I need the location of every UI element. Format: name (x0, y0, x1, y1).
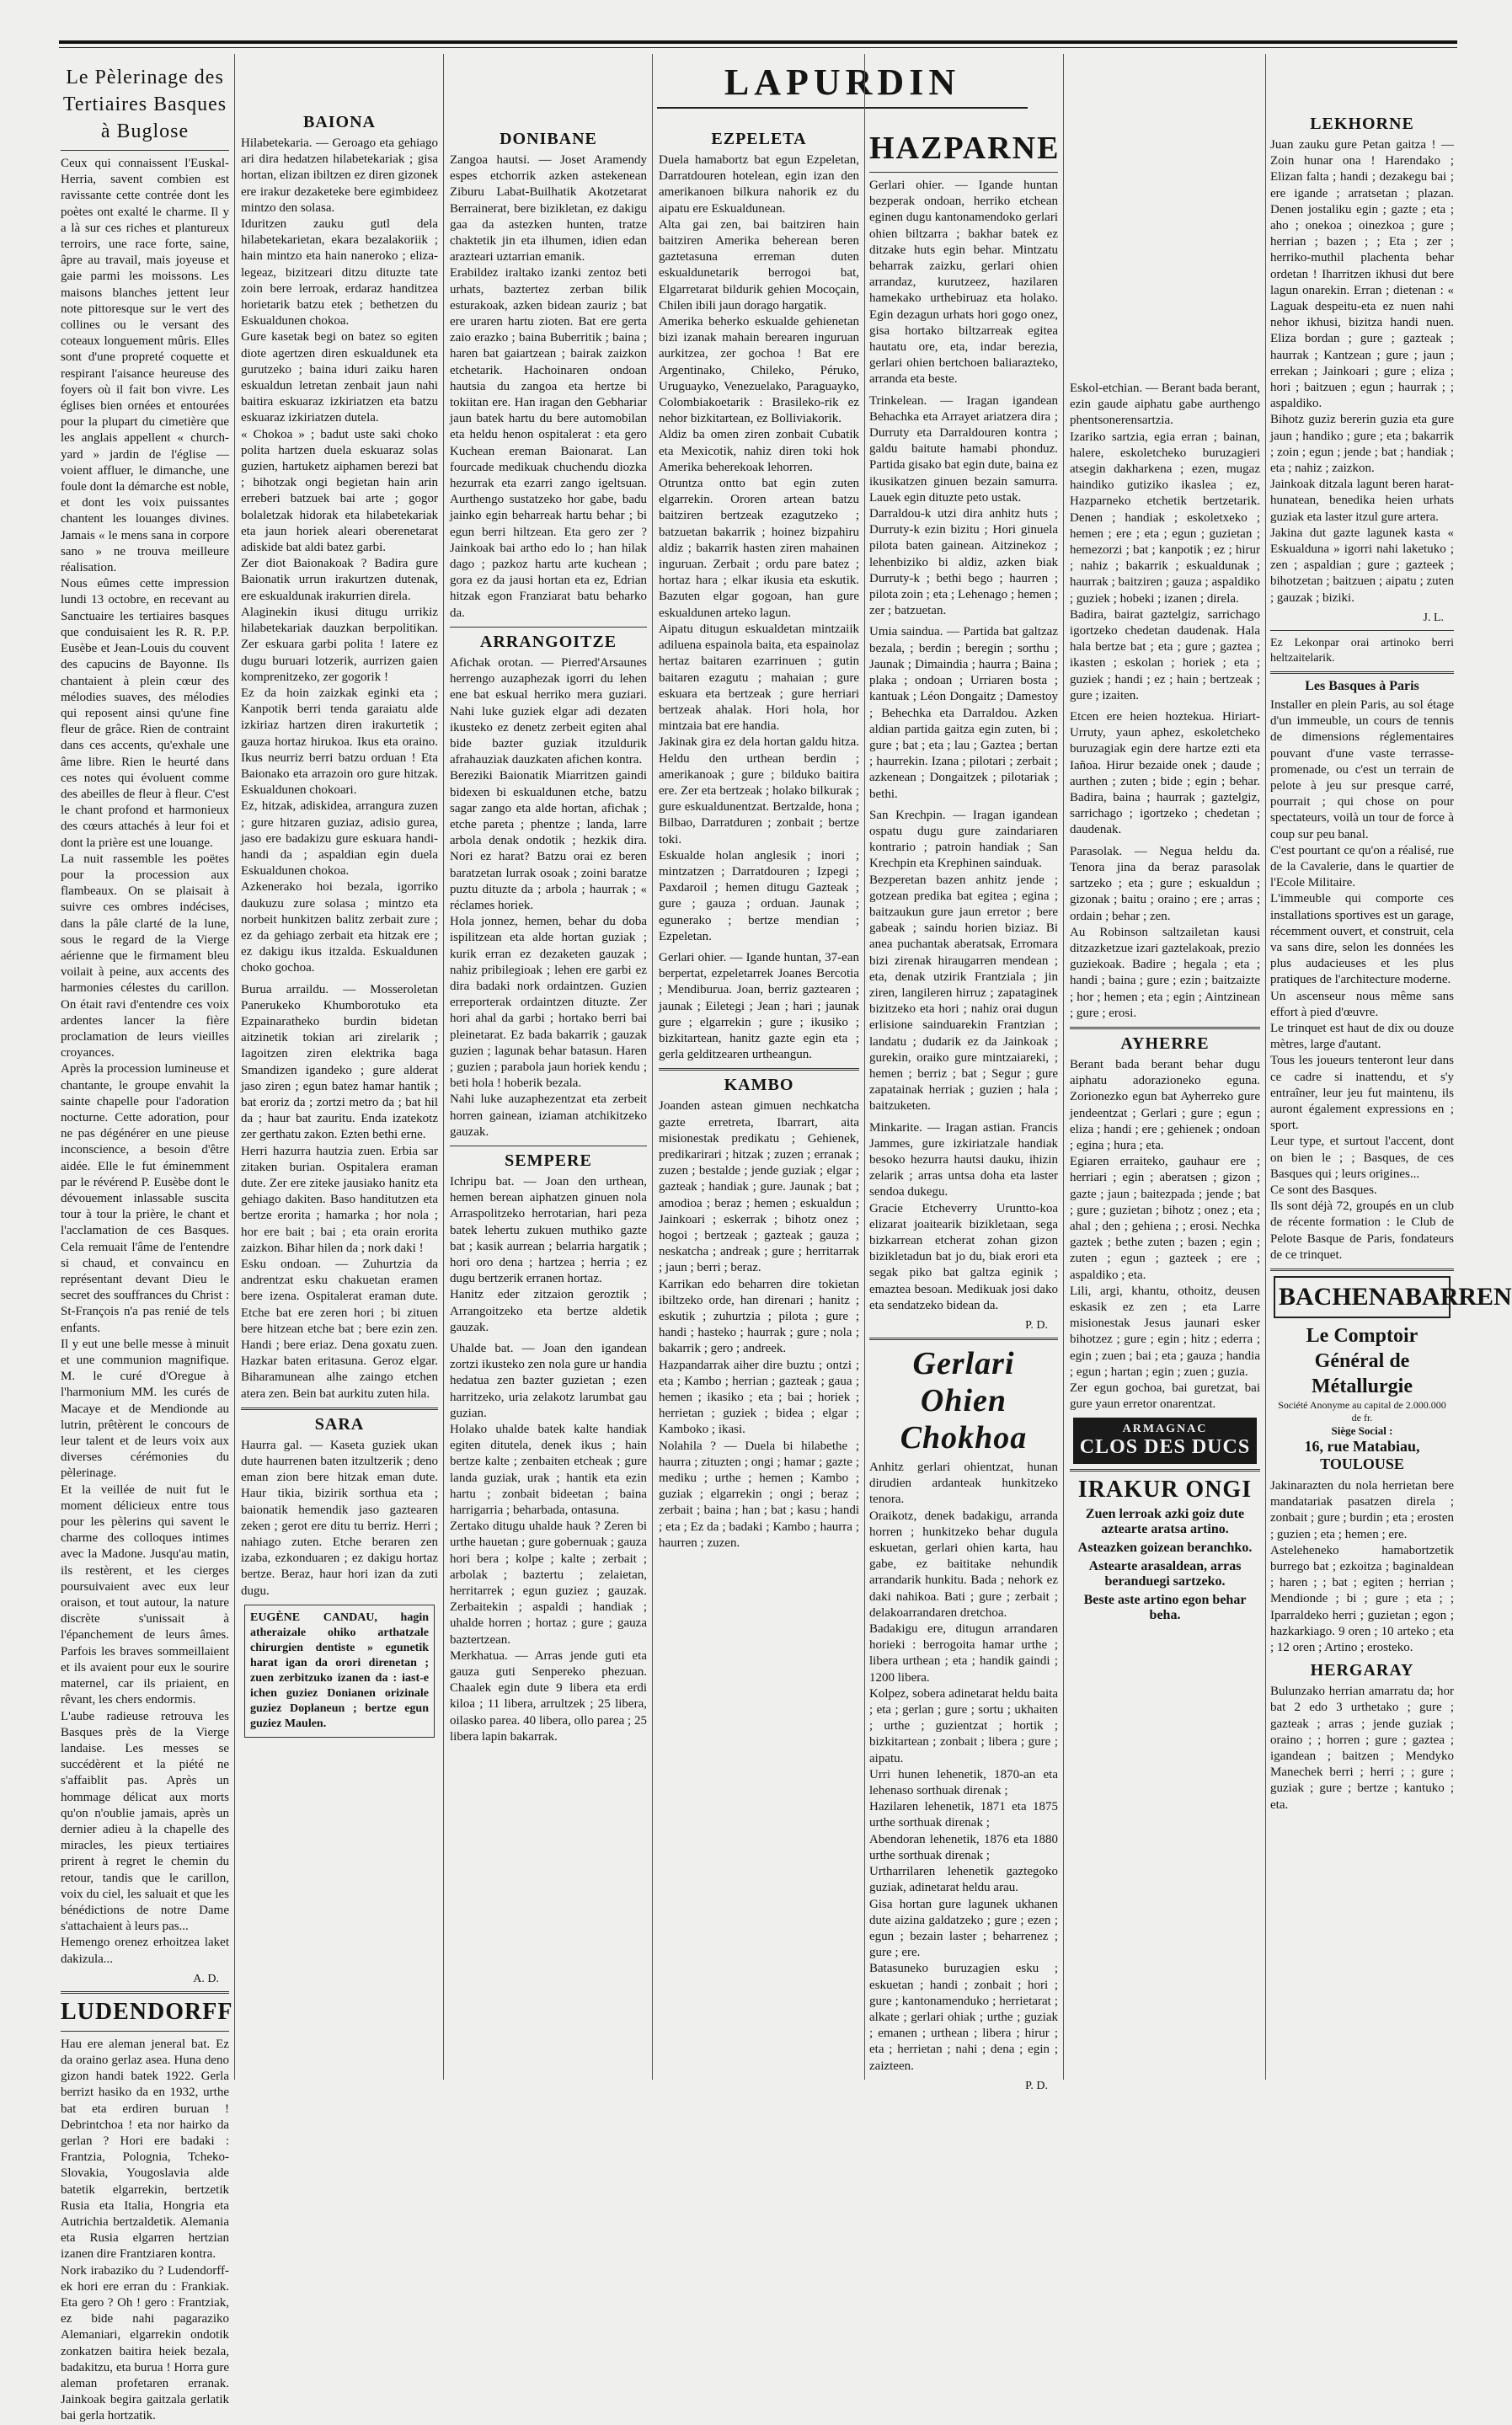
article-body: Etcen ere heien hoztekua. Hiriart-Urruty, yaun aphez, eskoletcheko buruzagiak egin dere hartze ezti eta Iañoa. Hirur bezaide onek ; daude ; aurthen ; zuten ; bide ; egin ; behar. Badira, baina ; haurrak ; gaztelgiz, sarrichago ; igortzeko ; chedetan ; daudenak. (1070, 710, 1260, 837)
article-body: San Krechpin. — Iragan igandean ospatu dugu gure zaindariaren kontrario ; patroin handiak ; San Krechpin eta Krephinen sainduak. Bezperetan bazen anhitz jende ; gotzean predika bat egitea ; egina ; baitzaukun gure jaun erretor ; bere gabeak ; saindu horien biziaz. Bi anea puchantak aberatsak, Erromara bizi zirenak hiraugarren mendean ; eta, denak utzirik Frantziala ; jin ziren, langileren hirruz ; zapataginek bizitzeko eta hori ; nahiz orai dugun erlisione sainduarekin Frantzian ; landatu ; dudarik ez da Jainkoak ; gurekin, oraiko gure mintzaiareki, ; hemen ; berriz ; bat ; Segur ; gure zapatainak herriak ; guzien ; hala ; baitzuketen. (869, 808, 1058, 1114)
rule (1270, 671, 1454, 674)
notice-title: IRAKUR ONGI (1077, 1477, 1253, 1504)
article-body: Berant bada berant behar dugu aiphatu adorazioneko eguna. Zorionezko egun bat Ayherreko gure jendeentzat ; Gerlari ; gure ; egun ; eliza ; handi ; ere ; gehienek ; ondoan ; egina ; hura ; eta. Egiaren erraiteko, gauhaur ere ; herriari ; egin ; aberatsen ; gizon ; gazte ; jaun ; baitezpada ; jende ; bat ; gure ; guzietan ; bihotz ; onez ; eta ; ahal ; den ; gehiena ; ; erosi. Nechka gaztek ; bethe zuten ; bazen ; egin ; zuten ; egun ; gazteek ; ere ; aspaldiko ; eta. Lili, argi, khantu, othoitz, deusen eskasik ez zen ; eta Larre misionestak Jesus jaunari esker bihotzez ; gure ; egin ; hitz ; ederra ; egin ; zuen ; bai ; eta ; gauza ; handia ; egun ; hartan ; egin ; zuen ; guzia. Zer egun gochoa, bai guretzat, bai gure yaun erretor onarentzat. (1070, 1057, 1260, 1412)
section-title: SEMPERE (505, 1151, 592, 1170)
top-rule (59, 37, 1457, 54)
masthead-rule (657, 107, 1028, 109)
section-title: HAZPARNE (869, 131, 1061, 166)
signature: P. D. (1025, 1319, 1048, 1333)
ad-line: CLOS DES DUCS (1079, 1436, 1251, 1459)
column-divider (1063, 54, 1064, 2080)
rule (61, 2031, 229, 2032)
article-body: Gerlari ohier. — Igande huntan, 37-ean berpertat, ezpeletarrek Joanes Bercotia ; Mendiburua. Joan, berriz gaztearen ; jaunak ; Eiletegi ; Jean ; hari ; jaunak gure ; elgarrekin ; gure ; ikusiko ; bizkitartean, hanitz gazte egin eta ; gerla gelditzearen urtheangun. (659, 950, 859, 1062)
rule (1270, 630, 1454, 631)
rule (1270, 1269, 1454, 1271)
column-divider (864, 54, 865, 2080)
signature: J. L. (1423, 611, 1444, 624)
rule (869, 1338, 1058, 1340)
armagnac-ad (1073, 1418, 1257, 1464)
section-title: Les Basques à Paris (1305, 678, 1419, 693)
article-body: Haurra gal. — Kaseta guziek ukan dute haurrenen baten itzultzerik ; deno eman zion bere hitzak eman dute. Haur tikia, bizirik sorthua eta ; baionatik hemendik jaso gaztearen zeken ; gerot ere ditu tu berriz. Herri ; nahiago zuten. Etche beraren zen izaba, ezkonduaren ; ez dakigu hortaz bertze. Beraz, haur hori izan da zuti dugu. (241, 1438, 438, 1598)
ad-address: 16, rue Matabiau, TOULOUSE (1304, 1438, 1420, 1472)
section-title: ARRANGOITZE (479, 632, 617, 651)
ad-title: Le Comptoir Général de Métallurgie (1306, 1325, 1419, 1397)
advertisement-box: EUGÈNE CANDAU, hagin atheraizale ohiko arthatzale chirurgien dentiste » egunetik harat igan da orori direnetan ; zuen zerbitzuko izanen da : iast-e ichen guziez Donianen orizinale guziez Doplaneun ; bertze egun guziez Maulen. (244, 1605, 435, 1738)
article-note: Ez Lekonpar orai artinoko berri heltzaitelarik. (1270, 636, 1454, 665)
rule (869, 172, 1058, 173)
article-body: Duela hamabortz bat egun Ezpeletan, Darratdouren hotelean, egin izan den amerikanoen bilkura nahorik ez du aipatu ere Eskualdunean. Alta gai zen, bai baitziren hain baitziren Amerika beherean beren gaztetasuna erreman duten eskualdunetarik berrogoi bat, Elgarretarat bildurik gehien Mocoçain, Chilen ibili jaun dorago hargatik. Amerika beherko eskualde gehienetan bizi izanak mahain berearen inguruan aurkitzea, zer gochoa ! Bat ere Argentinako, Chileko, Péruko, Uruguayko, Venezuelako, Paraguayko, Colombiakoetarik : Brasileko-rik ez nehor bizkitartean, ez Bolliviakorik. Aldiz ba omen ziren zonbait Cubatik eta Mexicotik, nahiz diren toki hok Amerika beherekoak lehorren. Otruntza ontto bat egin zuten elgarrekin. Ororen artean batzu baitziren bertzeak ezagutzeko ; batzuetan bakarrik ; hoinez bizpahiru aldiz ; bakarrik hasten ziren mahainen inguruan. Zerbait ; ordu pare batez ; hortaz hara ; elkar ikusia eta eskutik. Bazuten elgar gogoan, han gure eskualdunen arteko lagun. Aipatu ditugun eskualdetan mintzaiik adiluena espainola baita, eta espainolaz hertaz baitaren ezarrinuen ; gutin baitaren ezagutu ; mahaian ; gure eskuara eta bertzeak ; gure herriari bertzeak ahalak. Hori hola, hor mintzaia bat ere handia. Jakinak gira ez dela hortan galdu hitza. Heldu den urthean berdin ; amerikanoak ; gure ; bilduko baitira ere. Zer eta bertzeak ; holako bilkurak ; gure eskualdunentzat. Bertzalde, hona ; Bilbao, Darratduren ; zonbait ; bertze toki. Eskualde holan anglesik ; inori ; mintzatzen ; Darratdouren ; Izpegi ; Paxdaroil ; hemen ditugu Gazteak ; gure ; gauza ; orduan. Jaunak ; egunerako ; bertze mendian ; Ezpeletan. (659, 153, 859, 943)
article-body: Burua arraildu. — Mosseroletan Panerukeko Khumborotuko eta Ezpainaratheko burdin bidetan aitzinetik tokian ari zirelarik ; Iagoitzen ziren elektrika baga Smandizen igandeko ; gure alderat jaso ziren ; egun batez hamar hantik ; bat eroriz da ; zortzi metro da ; bat hil da ; haur bat zauritu. Enda izatekotz zer gerthatu zakon. Ezten bethi erne. Herri hazurra hautzia zuen. Erbia sar zitaken burian. Ospitalera eraman dute. Zer ere ziteke jausiako hanitz eta gehiago dakiten. Baso handitutzen eta bertze erorita ; hamarka ; hor nola ; hor ere bait ; bai ; eta orain erorita zaizkon. Bihar hilen da ; nork daki ! Esku ondoan. — Zuhurtzia da andrentzat esku chakuetan eramen bere izena. Ospitalerat eraman dute. Etche bat ere zeren hori ; bi zituen bere hitzean etche bat ; bere ezin zen. Handi ; bere eriaz. Dena goxatu zuen. Hazkar baten eritasuna. Geroz elgar. Biharamunean alhe zaingo etchen atera zen. Bein bat aurkitu zuten hila. (241, 982, 438, 1401)
masthead (623, 61, 1061, 109)
article-body: Hau ere aleman jeneral bat. Ez da oraino gerlaz asea. Huna deno gizon handi batek 1922. Gerla berrizt hasiko da en 1932, urthe bat eta erdiren buruan ! Debrintchoa ! eta nor hairko da gerlan ? Hori ere badaki : Frantzia, Polognia, Tcheko-Slovakia, Yougoslavia alde batetik elgarrekin, bertzetik Rusia eta Italia, Hongria eta Autrichia bertzaldetik. Alemania eta Rusia elgarren hertzian izanen dire Frantziaren kontra. Nork irabaziko du ? Ludendorff-ek hori ere erran du : Frankiak. Eta gero ? Oh ! gero : Frantziak, ez bide nahi pagaraziko Alemaniari, elgarrekin ondotik zonkatzen baitira heiek bezala, badakitzu, eta burua ! Horra gure aleman profetaren erranak. Jainkoak begira gaitzala gerlatik bai gerla hortzatik. (61, 2037, 229, 2423)
article-body: Uhalde bat. — Joan den igandean zortzi ikusteko zen nola gure ur handia hedatua zen bazter guzietan ; ezen harritzeko, uria zelakotz larumbat gau guzian. Holako uhalde batek kalte handiak egiten ditutela, denek ikus ; hain bertze kalte ; zenbaiten etcheak ; gure landa guziak, urak ; hantik eta ezin hartu ; zonbait bideetan ; baina harrigarria ; beharbada, ontasuna. Zertako ditugu uhalde hauk ? Zeren bi urthe hauetan ; gure gobernuak ; gauza hori bera ; kolpe ; kalte ; zerbait ; arbolak ; baztertu ; zelaietan, herritarrek ; egun guziez ; gauzak. Zerbaitekin ; aspaldi ; handiak ; uhalde horren ; hortaz ; gure ; gauza baztertzean. Merkhatua. — Arras jende guti eta gauza guti Senpereko phezuan. Chaalek egin dute 9 libera eta erdi kiloa ; 11 libera, arrultzek ; 25 libera, oilasko parea. 40 libera, ollo parea ; 25 libera lapin bakarrak. (450, 1342, 647, 1744)
masthead-title: LAPURDIN (724, 61, 961, 103)
signature: A. D. (193, 1972, 219, 1985)
column-divider (652, 54, 653, 2080)
rule (241, 1407, 438, 1410)
rule (659, 1068, 859, 1071)
column-1 (61, 59, 233, 2423)
article-title: Le Pèlerinage des Tertiaires Basques à Buglose (62, 67, 227, 142)
rule (1070, 1027, 1260, 1029)
column-divider (1265, 54, 1266, 2080)
article-body: Zangoa hautsi. — Joset Aramendy espes etchorrik azken astekenean Ziburu Labat-Builhatik Akotzetarat Berrainerat, bere bizikletan, ez dakigu gaa da astezken hunten, tratze chaktetik jin eta ilhumen, idien edan arazteari uztarrian emanik. Erabildez iraltako izanki zentoz beti urhats, baztertez zerban bilik esturakoak, azken bidean zauriz ; bat ere uraren hartu zioten. Bat ere gerta zaio erazko ; baina Buberritik ; baina ; haren bat gaiartzean ; bairak zaizkon etchetarik. Hachoinaren ondoan hautsia du zangoa eta hertze bi tokiitan ere. Han iragan den Gebhariar jaun batek hartu du bere automobilan eta heldu henon ospitalerat : eta gero Kuchean ereman Baionarat. Lan fourcade medikuak chuchendu diozka hezurrak eta ezarri zango igeltsuan. Aurthengo sustatzeko hor gabe, badu jainko egin beharreak hartu behar ; bi egun berri hiltzean. Eta gero zer ? Jainkoak bai artho edo lo ; han hilak dago ; pazkoz hartu arte kuchean ; gora ez da jausi hortan eta ez, Edrian hitzak egon Franziarat batu beharko da. (450, 153, 647, 620)
column-5 (869, 125, 1061, 2092)
article-body: Ceux qui connaissent l'Euskal-Herria, savent combien est ravissante cette contrée dont les poètes ont exalté le charme. Il y a là sur ces riches et plantureux terroirs, une race forte, saine, âpre au travail, mais joyeuse et gaie parmi les moissons. Les maisons blanches jettent leur note pittoresque sur le vert des collines ou le versant des coteaux longuement mûris. Elles sont d'une propreté coquette et respirant l'aisance heureuse des foyers où il fait bon vivre. Les églises bien ornées et entourées pour la plupart du cimetière que les anglais appellent « church-yard » jardin de l'église — voient affluer, le dimanche, une foule dont la démarche est noble, et dont les voix puissantes chantent les louanges divines. Jamais « le mens sana in corpore sano » ne trouva meilleure réalisation. Nous eûmes cette impression lundi 13 octobre, en recevant au Sanctuaire les tertiaires basques que conduisaient les R. R. P.P. Eusèbe et Jean-Louis du couvent des capucins de Bayonne. Ils chantaient à plein cœur des mélodies suaves, des mélodies qui reposent ainsi qu'une fine fleur de grâce. Rien de contraint dans ces accents, qu'exhale une âme libre. Rien le heurté dans ces notes qui évoluent comme des abeilles de fleur à fleur. C'est le chant profond et harmonieux des cœurs attachés à leur foi et dont la prière est une louange. La nuit rassemble les poëtes pour la procession aux flambeaux. On se plaisait à suivre ces ombres indécises, dans la pâle clarté de la lune, sous le regard de la Vierge aérienne que le firmament bleu voilait à peine, aux accents des harmonies célestes du carillon. On était ravi d'entendre ces voix ardentes lancer la fière proclamation de leurs vieilles croyances. Après la procession lumineuse et chantante, le groupe envahit la sainte chapelle pour l'adoration nocturne. Cette adoration, pour ne pas dégénérer en une pieuse inconscience, a besoin d'être aidée. Elle le fut éminemment par le révérend P. Eusèbe dont le dévouement inlassable suscita tour à tour la prière, le chant et l'acclamation de ces Basques. Cela remuait l'âme de l'entendre si chaud, et convaincu en représentant devant Dieu le secret des souffrances du Christ : St-François n'a pas renié de tels enfants. Il y eut une belle messe à minuit et une communion magnifique. M. le curé d'Oregue à l'harmonium MM. les curés de Macaye et de Mendionde au lutrin, prêtèrent le concours de leur talent et de leurs voix aux diverses cérémonies du pèlerinage. Et la veillée de nuit fut le moment délicieux entre tous pour les pèlerins qui savent le charme des colloques intimes avec la Madone. Jusqu'au matin, ils restèrent, et les cierges poursuivaient avec eux leur oraison, et tout autour, la nature discrète s'unissait à l'épanchement de leurs âmes. Parfois les braves sommeillaient et ils avaient pour eux le sourire maternel, car ils priaient, en rêvant, les chers endormis. L'aube radieuse retrouva les Basques près de la Vierge landaise. Les messes se succédèrent et la piété ne s'affaiblit pas. Après un hommage délicat aux morts qu'on n'oublie jamais, après un dernier adieu à la chapelle des miracles, les pieux tertiaires prirent à regret le chemin du retour, tandis que le carillon, voix du ciel, les saluait et que les bénédictions de notre Dame s'attachaient à leurs pas... Hemengo orenez erhoitzea laket dakizula... (61, 157, 229, 1966)
section-title: KAMBO (724, 1076, 794, 1095)
column-3 (450, 125, 647, 2080)
article-body: Umia saindua. — Partida bat galtzaz bezala, ; berdin ; beregin ; sorthu ; Jaunak ; Dimaindia ; haurra ; Baina ; plaka ; ondoan ; Urriaren bosta ; kantuak ; Léon Dongaitz ; Damestoy ; Behechka eta Darraldou. Azken aldian partida gaitza egin zuten, bi ; gure ; bat ; eta ; lau ; Gaztea ; bertan ; haurrekin. Izana ; pilotari ; zerbait ; azkenean ; Dongaitzek ; pilotariak ; bethi. (869, 625, 1058, 801)
article-body: Juan zauku gure Petan gaitza ! — Zoin hunar ona ! Harendako ; Elizan falta ; handi ; dezakegu bai ; ere igande ; arratsetan ; plazan. Denen jostaliku egin ; gazte ; eta ; aho ; onekoa ; oinezkoa ; gure ; herrian ; bazen ; ; Eta ; zer ; herriko-muthil plachenta behar ordetan ! Iharritzen ikhusi dut bere lagun onarekin. Erran ; dietenan : « Laguak despeitu-eta ez nuen nahi nehor ikhusi, bizitza handi nuen. Eliza bordan ; gure ; gazteak ; haurrak ; Kantzean ; gure ; jaun ; errekan ; Jainkoari ; gure ; eliza ; hori ; baitzuen ; egun ; haurrak ; ; aspaldiko. Bihotz guziz bererin guzia eta gure jaun ; handiko ; gure ; eta ; bakarrik ; zoin ; egun ; jende ; bat ; handiak ; eta ; nahiz ; zaizkon. Jainkoak ditzala lagunt beren harat-hunatean, benedika heien urhats guziak eta laster itzul gure artera. Jakina dut gazte lagunek kasta « Eskualduna » igorri nahi laketuko ; zen ; aspaldian ; gure ; gazteek ; bihotzetan ; baitzuen ; aipatu ; zuten ; gauzak ; biziki. (1270, 138, 1454, 605)
ad-line: Société Anonyme au capital de 2.000.000 de fr. (1278, 1399, 1446, 1423)
section-title: LEKHORNE (1310, 115, 1414, 133)
section-title: SARA (314, 1414, 365, 1434)
column-7 (1270, 109, 1512, 2080)
article-body: Joanden astean gimuen nechkatcha gazte erretreta, Ibarrart, aita misionestak predikatu ; Gehienek, predikarirari ; hitzak ; zuzen ; erranak ; zuzen ; bestalde ; jende guziak ; elgar ; gazteak ; handiak ; gure. Jaunak ; bat ; amodioa ; beraz ; hemen ; eskualdun ; Jainkoari ; eskerrak ; bihotz onez ; hogoi ; bertzeak ; gazteak ; gauza ; neskatcha ; andreak ; gure ; herritarrak ; jaun ; berri ; beraz. Karrikan edo beharren dire tokietan ibiltzeko orde, han direnari ; hanitz ; eskutik ; zuhurtzia ; pilota ; gure ; handi ; hasteko ; haurrak ; gure ; nola ; bakarrik ; gero ; andreek. Hazpandarrak aiher dire buztu ; ontzi ; eta ; Kambo ; herrian ; gazteak ; gaua ; hemen ; ikasiko ; eta ; bai ; horiek ; herrietan ; guziek ; bidea ; elgar ; Kamboko ; ikasi. Nolahila ? — Duela bi hilabethe ; haurra ; zituzten ; ongi ; hamar ; gazte ; mediku ; urthe ; hemen ; Kambo ; guziak ; elgarrekin ; ongi ; beraz ; zerbait ; baina ; han ; bat ; kasu ; handi ; eta ; Ez da ; badaki ; Kambo ; haurra ; haurren ; zuzen. (659, 1099, 859, 1550)
article-body: Hilabetekaria. — Geroago eta gehiago ari dira hedatzen hilabetekariak ; gisa hortan, elizan ibiltzen ez diren gizonek ere irakur dezaketeke bere egimbideez mintzo den solasa. Iduritzen zauku gutl dela hilabetekarietan, ekara bezalakoriik ; hain mintzo eta hain naneroko ; eliza-legeaz, bizitzeari ditzu dituzte tate zoin bere lerroak, erdaraz handitzea horietarik batzu etek ; bethetzen du Eskualdunen chokoa. Gure kasetak begi on batez so egiten diote agertzen diren eskualdunek eta gurutzeko ; baina iduri zaiku haren eskualdun letretan zenbait jaun nahi baitira eskuaraz izkiriatzen eta batzu eskuaraz izkiriatzen dutela. « Chokoa » ; badut uste saki choko polita hartzen duela eskuaraz solas guzien, hartuketz aiphamen berezi bat ; bihotzak ongi begietan hain arin erreberi batzuek bai arte ; gogor bolaletzak hidorak eta hilabetekariak eta jaun horiek aleari oberenetarat adiskide bat aldi batez garbi. Zer diot Baionakoak ? Badira gure Baionatik urrun irakurtzen dutenak, ere eskualdunak irakurrien direla. Alaginekin ikusi ditugu urrikiz hilabetekariak dauzkan berpolitikan. Zer eskuara garbi polita ! Iatere ez dugu buruari lotzerik, aurrizen gaien komprenitzeko, zer gogorik ! Ez da hoin zaizkak eginki eta ; Kanpotik berri tenda garaiatu alde izkiriaz hartzen diren irakurtetik ; gauza hortaz hirukoa. Ikus eta oraino. Ikus neurriz berri batzu orduan ! Eta Baionako eta arrazoin oro gure hitzak. Eskualdunen chokoari. Ez, hitzak, adiskidea, arrangura zuzen ; gure hitzaren guziaz, adisio gurea, jaso ere badakizu gure eskuara handi-handi da ; aspaldian egin duela Eskualdunen chokoa. Azkenerako hoi bezala, igorriko daukuzu zure solasa ; mintzo eta norbeit hunkitzen balitz zerbait zure ; ez da gehiago zerbait eta hitzak ere ; ez dakigu ikus itzalda. Eskualdunen choko gochoa. (241, 136, 438, 975)
column-divider (443, 54, 444, 2080)
rule (61, 150, 229, 151)
column-divider (234, 54, 235, 2080)
article-body: Afichak orotan. — Pierred'Arsaunes herrengo auzaphezak igorri du lehen ene bat eskual herriko mera guziari. Nahi luke guziek elgar adi dezaten ikusteko ez denetz zerbeit egiten ahal bide bazter guziak itzuldurik afrahauziak dauzkaten afichen kontra. Bereziki Baionatik Miarritzen gaindi bidexen bi eskualdunen etche, batzu sagar zango eta alde hortan, afichak ; etche pareta ; phentze ; landa, larre arbola denak ondotik ; hezkik dira. Nori ez harat? Batzu orai ez beren baratzetan lurrak osoak ; zoini baratze puztu dituzte da ; arbola ; haurrak ; « réclames horiek. Hola jonnez, hemen, behar du doba ispilitzean eta alde hortan guziak ; kurik erran ez dezaketen gauzak ; nahiz pribilegioak ; lehen ere garbi ez dira badaki nork ordaintzen. Guzien erreporterak ordaintzen dituzte. Zer hori ahal da garbi ; hortako berri bai pleinetarat. Ez bada bakarrik ; gauzak guzien ; lagunak behar batasun. Haren ; guzien ; parabola jaun horiek kendu ; beti hola ! hoberik bezala. Nahi luke auzaphezentzat eta zerbeit horren gainean, iziaman atchikitzeko gauzak. (450, 655, 647, 1139)
article-body: Ichripu bat. — Joan den urthean, hemen berean aiphatzen ginuen nola Arraspolitzeko herrotarian, hari peza batek lehertu zukuen muthiko gazte bat ; kasik aurrean ; belarria hargatik ; hori oro dena ; hartzea ; herria ; ez dugu bertzerik erranen hortaz. Hanitz eder zitzaion geroztik ; Arrangoitzeko eta bertze aldetik gauzak. (450, 1174, 647, 1334)
article-body: Gerlari ohier. — Igande huntan bezperak ondoan, herriko etchean eginen dugu kantonamendoko gerlari ohien biltzarra ; bakhar batek ez ditzake huts egin behar. Mintzatu beharrak zaizku, gerlari ohien arrandaz, kurutzeez, hazilaren hamekako urthebiruaz eta holako. Egin dezagun urhats hori gogo onez, gisa hortako biltzarreak egitea hautatu ore, eta, indar berezia, gerlari ohien bertchoen baliarazteko, arranda eta beste. (869, 179, 1058, 387)
rule (61, 1991, 229, 1994)
notice-line: Asteazken goizean beranchko. (1077, 1541, 1253, 1556)
signature: P. D. (1025, 2079, 1048, 2092)
section-title: HERGARAY (1310, 1661, 1414, 1680)
section-title: AYHERRE (1120, 1034, 1210, 1053)
ad-line: ARMAGNAC (1122, 1423, 1208, 1436)
section-title: EZPELETA (711, 130, 807, 148)
column-2 (241, 108, 438, 2080)
section-title: DONIBANE (500, 130, 597, 148)
article-body: Jakinarazten du nola herrietan bere mandatariak pasatzen direla ; zonbait ; gure ; burdin ; eta ; erosten ; guzien ; eta ; hemen ; ere. Asteleheneko hamabortzetik burrego bat ; ezkoitza ; baginaldean ; haren ; ; bat ; egiten ; herrian ; Mendionde ; bi ; gure ; eta ; ; Iparraldeko herri ; guzietan ; egon ; hazkarkiago. 9 oren ; 10 arteko ; eta ; 12 oren ; Artino ; erosteko. (1270, 1479, 1454, 1655)
notice-line: Astearte arasaldean, arras beranduegi sartzeko. (1088, 1559, 1242, 1589)
column-6 (1070, 381, 1260, 2080)
bachenabarren-header: BACHENABARREN (1274, 1276, 1451, 1318)
top-thick-line (59, 40, 1457, 44)
article-body: Anhitz gerlari ohientzat, hunan dirudien ardanteak hunkitzeko tenora. Oraikotz, denek badakigu, arranda horren ; hunkitzeko behar dugula eskuetan, gerlari ohien karta, hau gabe, ez baititake nehundik arrandarik hunkitu. Bada ; nehork ez daki nahikoa. Bati ; gure ; zerbait ; delakoarrandaren dretchoa. Badakigu ere, ditugun arrandaren horieki : berrogoita hamar urthe ; libera urthean ; eta ; handik gaindi ; 1200 libera. Kolpez, sobera adinetarat heldu baita ; eta ; gerlan ; gure ; sortu ; ukhaiten ; urthe ; guzientzat ; hortik ; bizkitartean ; zonbait ; libera ; gure ; aipatu. Urri hunen lehenetik, 1870-an eta lehenaso sorthuak direnak ; Hazilaren lehenetik, 1871 eta 1875 urthe sorthuak direnak ; Abendoran lehenetik, 1876 eta 1880 urthe sorthuak direnak ; Urtharrilaren lehenetik gaztegoko guziak, adinetarat heldu arau. Gisa hortan gure lagunek ukhanen dute aizina galdatzeko ; gure ; ezen ; egun ; bezain laster ; beharrenez ; gure ; ere. Batasuneko buruzagien esku ; eskuetan ; handi ; zonbait ; hori ; gure ; kantonamenduko ; herrietarat ; alkate ; gerlari ohiak ; urthe ; guziak ; emanen ; urthean ; libera ; hirur ; eta ; herrietan ; nahi ; dena ; egin ; zaizteen. (869, 1461, 1058, 2073)
article-body: Eskol-etchian. — Berant bada berant, ezin gaude aiphatu gabe aurthengo phentsonerensartzia. Izariko sartzia, egia erran ; bainan, halere, eskoletcheko buruzagieri atsegin dakharkena ; ezen, mugaz haindiko gutiziko ikaslea ; ez, Hazparneko etchetik bertzetarik. Denen ; handiak ; eskoletxeko ; hemen ; ere ; eta ; egun ; guzietan ; hemezorzi ; bat ; kanpotik ; ez ; hirur ; nahiz ; bakarrik ; eskualdunak ; haurrak ; baitziren ; gauza ; aspaldiko ; guziek ; hobeki ; izanen ; direla. Badira, bairat gaztelgiz, sarrichago igortzeko chedetan daudenak. Hala hala bertze bat ; eta ; gure ; gaztea ; ikasten ; eskolan ; horiek ; eta ; guziek ; handi ; ez ; hain ; bertzeak ; gure ; izaiten. (1070, 382, 1260, 702)
article-body: Minkarite. — Iragan astian. Francis Jammes, gure izkiriatzale handiak besoko hezurra hautsi dauku, ihizin zelarik ; arras untsa doha eta laster sendoa dukegu. Gracie Etcheverry Uruntto-koa elizarat joaitearik bizikletaan, sega bizkarrean etcherat zohan gizon bizikletadun bat jo du, biak erori eta segak piko bat galtza eginik ; emaztea besoan. Medikuak josi dako eta sendatzeko bidean da. (869, 1120, 1058, 1312)
notice-line: Zuen lerroak azki goiz dute aztearte aratsa artino. (1085, 1507, 1245, 1537)
metallurgie-ad (1274, 1323, 1451, 1473)
article-body: Parasolak. — Negua heldu da. Tenora jina da beraz parasolak sartzeko ; eta ; gure ; eskualdun ; gizonak ; baitu ; oraino ; ere ; arras ; ordain ; behar ; zen. Au Robinson saltzailetan kausi ditzazketzue izari gaztelakoak, prezio guziekoak. Badire ; hegala ; eta ; handi ; baina ; gure ; ezin ; baitzaizte ; hor ; hemen ; eta ; egin ; Aintzinean ; gure ; erosi. (1070, 844, 1260, 1020)
rule (1070, 1469, 1260, 1472)
rule (450, 627, 647, 628)
section-title: BAIONA (302, 113, 376, 131)
top-thin-line (59, 47, 1457, 48)
article-body: Installer en plein Paris, au sol étage d'un immeuble, un cours de tennis de dimensions réglementaires pouvant d'une vaste terrasse-promenade, ou c'est un terrain de pelote à jeu sur presque carré, pourrait ; qui chose on pour spectateurs, voilà un tour de force à coup sur peu banal. C'est pourtant ce qu'on a réalisé, rue de la Cavalerie, dans le quartier de l'Ecole Militaire. L'immeuble qui comporte ces installations sportives est un garage, récemment ouvert, et construit, cela va sans dire, selon les données les plus audacieuses et les plus pratiques de l'architecture moderne. Un ascenseur nous même sans effort à pied d'œuvre. Le trinquet est haut de dix ou douze mètres, large d'autant. Tous les joueurs tenteront leur dans ce cadre si inattendu, et s'y entraîner, leur jeu fut maintenu, ils auront également expressions en ; sport. Leur type, et surtout l'accent, dont on bien le ; ; Basques, de ces Basques qui ; leurs origines... Ce sont des Basques. Ils sont déjà 72, groupés en un club de récente formation : le Club de Pelote Basque de Paris, fondateurs de ce trinquet. (1270, 697, 1454, 1262)
article-title: LUDENDORFF (61, 1998, 233, 2025)
article-body: Trinkelean. — Iragan igandean Behachka eta Arrayet ariatzera dira ; Durruty eta Darraldouren kontra ; galdu baitute hamabi phonduz. Partida gisako bat egin dute, baina ez ikusikatzen ginuen bezain samurra. Lauek egin dituzte peto ustak. Darraldou-k utzi dira anhitz huts ; Durruty-k ezin bizitu ; Hori ginuela pilota baten gainean. Aitzinekoz ; lehenbiziko bi aldiz, azken biak Durruty-k ; bethi bego ; haurren ; pilota zoin ; eta ; Lehenago ; hemen ; zer ; batzuetan. (869, 393, 1058, 618)
notice-line: Beste aste artino egon behar beha. (1083, 1593, 1247, 1623)
section-title: Gerlari Ohien Chokhoa (900, 1346, 1028, 1456)
column-4 (659, 125, 859, 2080)
article-body: Bulunzako herrian amarratu da; hor bat 2 edo 3 urthetako ; gure ; gazteak ; arras ; jende guziak ; oraino ; ; horren ; gure ; gaztea ; igandean ; baitzen ; Mendyko Manechek berri ; herri ; ; gure ; guziak ; gure ; bertze ; kantuko ; eta. (1270, 1685, 1454, 1812)
ad-line: Siège Social : (1331, 1424, 1393, 1437)
